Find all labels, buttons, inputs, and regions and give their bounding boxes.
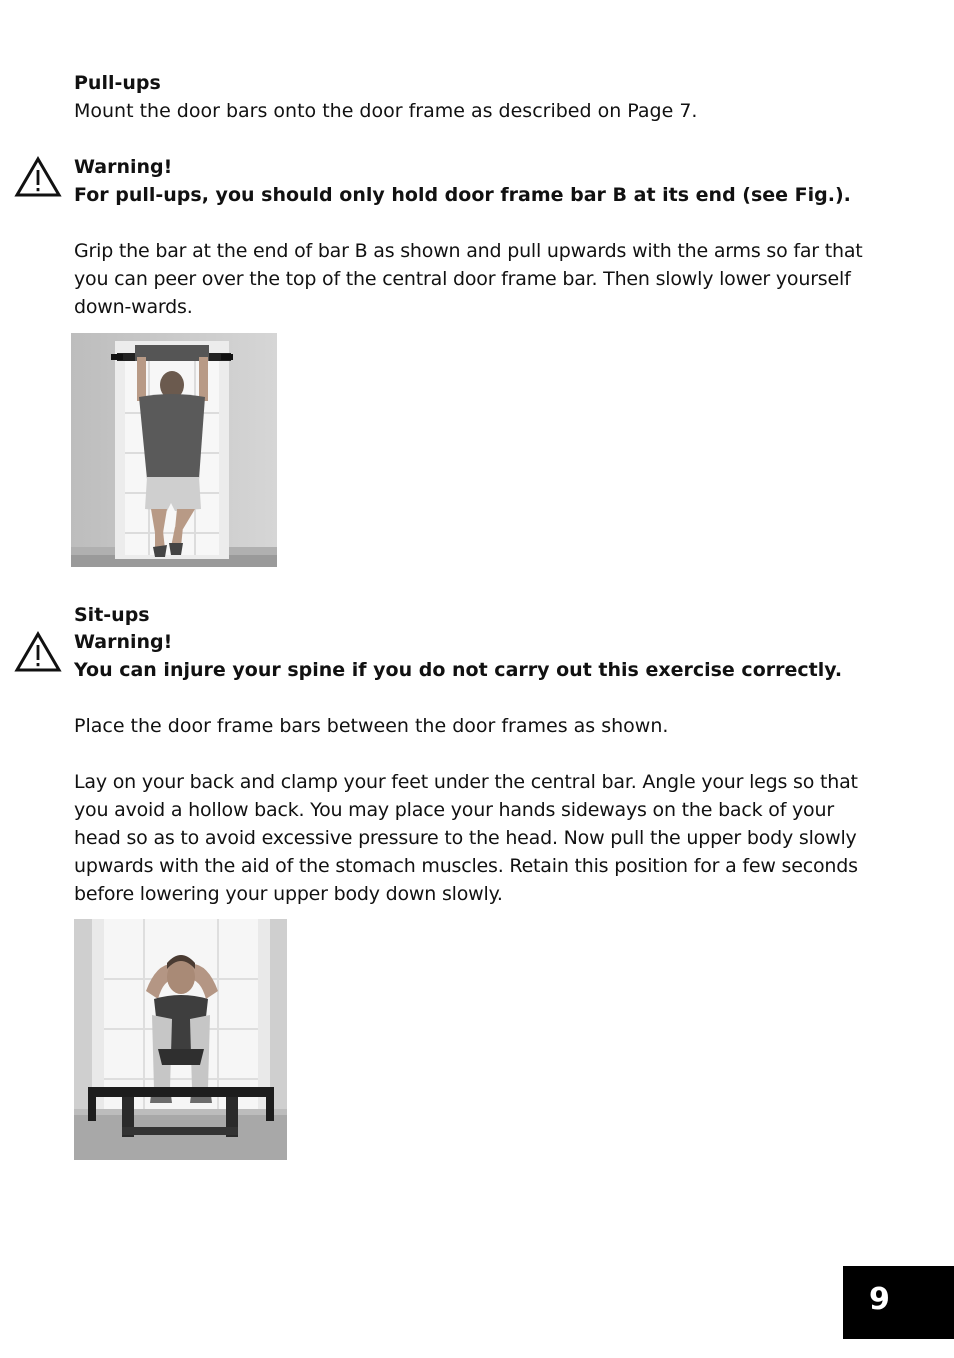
page-number: 9 [869,1282,890,1317]
warning-triangle-icon [14,631,62,673]
pullups-instructions: Grip the bar at the end of bar B as shown and pull upwards with the arms so far that you can peer over the top of the central door frame bar. Then slowly lower yourself down-wards. [74,240,863,318]
situps-heading: Sit-ups [74,604,150,626]
situp-photo [74,919,287,1160]
page-number-box [843,1266,954,1339]
situps-warning-text: You can injure your spine if you do not carry out this exercise correctly. [74,659,843,681]
situps-instructions: Lay on your back and clamp your feet under the central bar. Angle your legs so that you avoid a hollow back. You may place your hands sideways on the back of your head so as to avoid excessive pressure to the head. Now pull the upper body slowly upwards with the aid of the stomach muscles. Retain this position for a few seconds before lowering your upper body down slowly. [74,771,858,905]
pullup-photo [71,333,277,567]
pullups-warning-title: Warning! [74,156,173,178]
pullups-warning-text: For pull-ups, you should only hold door frame bar B at its end (see Fig.). [74,184,851,206]
pullups-heading: Pull-ups [74,72,161,94]
pullups-intro: Mount the door bars onto the door frame as described on Page 7. [74,100,698,122]
situps-placement: Place the door frame bars between the door frames as shown. [74,715,669,737]
situps-warning-title: Warning! [74,631,173,653]
warning-triangle-icon [14,156,62,198]
